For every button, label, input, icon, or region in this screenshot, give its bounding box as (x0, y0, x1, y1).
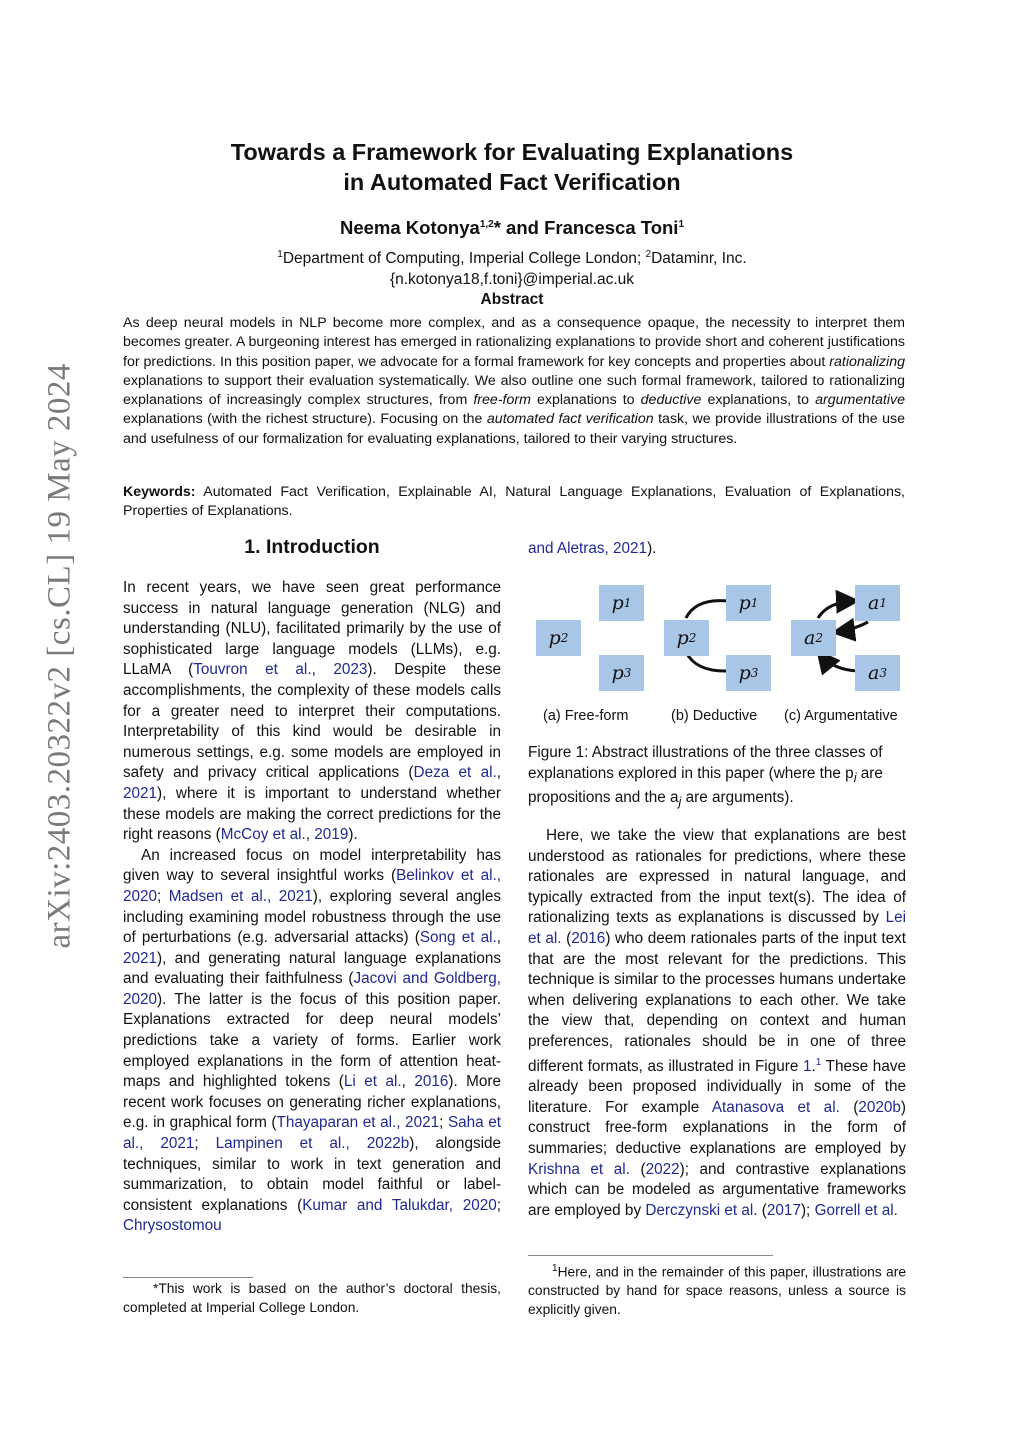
affil-company: Dataminr, Inc. (651, 250, 747, 268)
argumentative-arrow-a1-a2 (837, 622, 868, 632)
citation-derczynski[interactable]: Derczynski et al. (645, 1201, 758, 1219)
citation-atanasova-year[interactable]: 2020b (858, 1098, 901, 1116)
node-p1-freeform: p 1 (599, 585, 644, 621)
citation-atanasova[interactable]: Atanasova et al. (711, 1098, 840, 1116)
citation-krishna-year[interactable]: 2022 (645, 1160, 680, 1178)
citation-chrysostomou-cont[interactable]: and Aletras, 2021 (528, 540, 648, 557)
arxiv-side-stamp: arXiv:2403.20322v2 [cs.CL] 19 May 2024 (41, 363, 78, 949)
citation-touvron[interactable]: Touvron et al. (193, 661, 312, 679)
citation-lei-year[interactable]: 2016 (571, 929, 606, 947)
author-1: Neema Kotonya (339, 217, 480, 238)
citation-deza[interactable]: Deza et al. (413, 764, 497, 782)
paper-title (120, 137, 904, 197)
right-column (528, 826, 906, 1221)
node-p1-deductive: p 1 (726, 585, 771, 621)
argumentative-arrow-a3-a2 (820, 654, 858, 671)
abstract-body: As deep neural models in NLP become more complex, and as a consequence opaque, the necessity to interpret them becomes greater. A burgeoning interest has emerged in rationalizing explanations to provide short and coherent justifications for predictions. In this position paper, we advocate for a formal framework for key concepts and properties about rationalizing explanations to support their evaluation systematically. We also outline one such formal framework, tailored to rationalizing explanations of increasingly complex structures, from free-form explanations to deductive explanations, to argumentative explanations (with the richest structure). Focusing on the automated fact verification task, we provide illustrations of the use and usefulness of our formalization for evaluating explanations, tailored to their varying structures. (123, 315, 906, 447)
citation-kumar[interactable]: Kumar and Talukdar, 2020 (302, 1196, 497, 1214)
node-p3-deductive: p 3 (726, 655, 771, 691)
author-1-mark: * (493, 217, 501, 238)
intro-paragraph-1: In recent years, we have seen great performance success in natural language generation (NLG) and understanding (NLU), facilitated primarily by the use of sophisticated large language models (LLMs), e.g. LLaMA (Touvron et al., 2023). Despite these accomplishments, the complexity of these models calls for a greater need to interpret their computations. Interpretability of this kind would be desirable in numerous settings, e.g. some models are employed in safety and privacy critical applications (Deza et al., 2021), where it is important to understand whether these models are making the correct predictions for the right reasons (McCoy et al., 2019). (123, 579, 502, 844)
affiliations (120, 244, 904, 290)
right-footnote-rule (528, 1255, 773, 1256)
figure-1-reference[interactable]: 1 (802, 1057, 812, 1075)
node-p2-deductive: p 2 (664, 620, 709, 656)
left-column (123, 578, 501, 1237)
abstract-heading: Abstract (480, 291, 544, 308)
author-1-affil-sup: 1,2 (479, 218, 494, 230)
keywords (123, 483, 905, 522)
citation-song-year[interactable]: 2021 (123, 949, 158, 967)
figure-1-caption: Figure 1: Abstract illustrations of the three classes of explanations explored in this paper (where the $p_i$ are propositions and the $a_j$ are arguments). (528, 744, 883, 810)
citation-saha[interactable]: Saha et al., 2021 (123, 1114, 502, 1153)
citation-li[interactable]: Li et al. (343, 1073, 402, 1091)
citation-touvron-year[interactable]: 2023 (333, 661, 368, 679)
figure-1-arrows (528, 580, 908, 690)
citation-chrysostomou[interactable]: Chrysostomou (123, 1217, 222, 1235)
citation-jacovi[interactable]: Jacovi and Goldberg, 2020 (123, 970, 501, 1008)
authors (120, 217, 904, 239)
citation-gorrell[interactable]: Gorrell et al. (814, 1201, 898, 1219)
title-line-2: in Automated Fact Verification (343, 169, 681, 195)
right-footnote: $^1$Here, and in the remainder of this paper, illustrations are constructed by hand for space reasons, unless a source is explicitly given. (528, 1263, 906, 1317)
subcaption-deductive: (b) Deductive (671, 708, 758, 724)
left-footnote: *This work is based on the author’s doctoral thesis, completed at Imperial College London. (123, 1281, 501, 1315)
citation-deza-year[interactable]: 2021 (123, 784, 158, 802)
intro-paragraph-2: An increased focus on model interpretability has given way to several insightful works (Belinkov et al., 2020; Madsen et al., 2021), exploring several angles including examining model robustness through the use of perturbations (e.g. adversarial attacks) (Song et al., 2021), and generating natural language explanations and evaluating their faithfulness (Jacovi and Goldberg, 2020). The latter is the focus of this position paper. Explanations extracted for deep neural models’ predictions take a variety of forms. Earlier work employed explanations in the form of attention heat-maps and highlighted tokens (Li et al., 2016). More recent work focuses on generating richer explanations, e.g. in graphical form (Thayaparan et al., 2021; Saha et al., 2021; Lampinen et al., 2022b), alongside techniques, similar to work in text generation and summarization, to obtain model faithful or label-consistent explanations (Kumar and Talukdar, 2020; Chrysostomou (123, 846, 502, 1235)
affil-sup-1: 1 (277, 249, 283, 260)
left-footnote-rule (123, 1277, 253, 1278)
author-2-affil-sup: 1 (678, 218, 684, 230)
citation-mccoy-year[interactable]: 2019 (314, 826, 349, 844)
citation-mccoy[interactable]: McCoy et al. (220, 826, 306, 844)
citation-derczynski-year[interactable]: 2017 (766, 1201, 801, 1219)
node-a3-argumentative: a 3 (855, 655, 900, 691)
right-footnote-mark: 1 (552, 1263, 558, 1274)
citation-thayaparan[interactable]: Thayaparan et al., 2021 (276, 1114, 440, 1132)
node-p2-freeform: p 2 (536, 620, 581, 656)
citation-krishna[interactable]: Krishna et al. (528, 1160, 630, 1178)
argumentative-arrow-a2-a1 (818, 601, 854, 618)
right-column-continuation: and Aletras, 2021). (528, 540, 657, 557)
author-email: {n.kotonya18,f.toni}@imperial.ac.uk (389, 271, 635, 289)
affil-sup-2: 2 (645, 249, 652, 260)
subcaption-free-form: (a) Free-form (543, 708, 629, 724)
node-a1-argumentative: a 1 (855, 585, 900, 621)
citation-belinkov[interactable]: Belinkov et al., 2020 (123, 867, 501, 905)
author-2: Francesca Toni (544, 217, 679, 238)
node-a2-argumentative: a 2 (791, 620, 836, 656)
citation-lampinen[interactable]: Lampinen et al., 2022b (215, 1135, 410, 1153)
deductive-arrow-p2-p1 (686, 601, 728, 618)
figure-1 (528, 580, 908, 730)
intro-paragraph-3: Here, we take the view that explanations are best understood as rationales for predictions, where these rationales are expressed in natural language, and typically extracted from the input text(s). The idea of rationalizing texts as explanations is discussed by Lei et al. (2016) who deem rationales parts of the input text that are the most relevant for the predictions. This technique is similar to the processes humans undertake when delivering explanations to each other. We take the view that, depending on context and human preferences, rationales should be in one of three different formats, as illustrated in Figure 1.$^1$ These have already been proposed individually in some of the literature. For example Atanasova et al. (2020b) construct free-form explanations in the form of summaries; deductive explanations are employed by Krishna et al. (2022); and contrastive explanations which can be modeled as argumentative frameworks are employed by Derczynski et al. (2017); Gorrell et al. (528, 827, 906, 1219)
keywords-text: Automated Fact Verification, Explainable AI, Natural Language Explanations, Evaluation of Explanations, Properties of Explanations. (123, 484, 905, 520)
affil-dept: Department of Computing, Imperial College London; (282, 250, 646, 268)
subcaption-argumentative: (c) Argumentative (784, 708, 898, 724)
section-heading-introduction: 1. Introduction (244, 536, 380, 558)
citation-song[interactable]: Song et al. (419, 929, 497, 947)
authors-and: and (500, 217, 545, 238)
citation-lei[interactable]: Lei et al. (528, 909, 906, 947)
citation-madsen[interactable]: Madsen et al., 2021 (168, 887, 313, 905)
footnote-1-marker[interactable]: 1 (815, 1056, 822, 1068)
citation-li-year[interactable]: 2016 (414, 1073, 449, 1091)
node-p3-freeform: p 3 (599, 655, 644, 691)
title-line-1: Towards a Framework for Evaluating Explanations (230, 139, 794, 165)
keywords-label: Keywords: (123, 484, 196, 500)
